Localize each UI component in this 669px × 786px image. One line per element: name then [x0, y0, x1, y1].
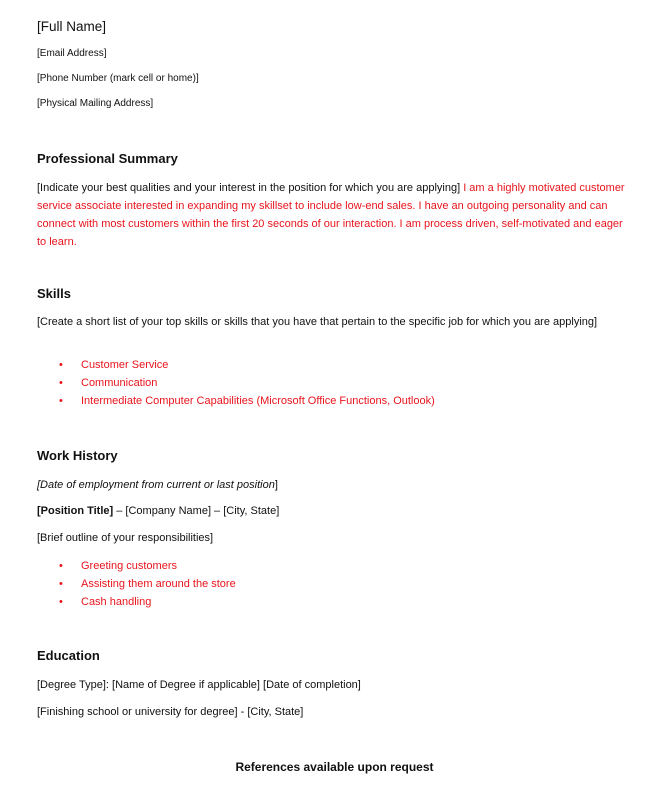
- list-item: [57, 575, 236, 593]
- professional-summary-paragraph: [37, 179, 633, 251]
- skills-list: [57, 356, 435, 410]
- mailing-address: [Physical Mailing Address]: [37, 98, 154, 109]
- bullet-icon: •: [59, 560, 63, 572]
- list-item: [57, 557, 236, 575]
- school-line: [Finishing school or university for degree] - [City, State]: [37, 706, 304, 718]
- education-heading: Education: [37, 648, 100, 663]
- skill-label: Customer Service: [81, 359, 169, 371]
- summary-text: I am a highly motivated customer service associate interested in expanding my skillset to include low-end sales. I have an outgoing personality and can connect with most customers within the first 20 seconds of our interaction. I am process driven, self-motivated and eager to learn.: [37, 182, 625, 248]
- list-item: [57, 374, 435, 392]
- phone-number: [Phone Number (mark cell or home)]: [37, 73, 199, 84]
- employment-date: [37, 477, 278, 493]
- bullet-icon: •: [59, 359, 63, 371]
- skills-instruction: [Create a short list of your top skills or skills that you have that pertain to the specific job for which you are applying]: [37, 316, 598, 328]
- company-location: – [Company Name] – [City, State]: [113, 505, 280, 517]
- work-history-heading: Work History: [37, 448, 118, 463]
- list-item: [57, 356, 435, 374]
- list-item: [57, 593, 236, 611]
- bullet-icon: •: [59, 578, 63, 590]
- responsibilities-list: [57, 557, 236, 611]
- bullet-icon: •: [59, 596, 63, 608]
- bullet-icon: •: [59, 395, 63, 407]
- position-title: [Position Title]: [37, 505, 114, 517]
- responsibility-label: Cash handling: [81, 596, 152, 608]
- email-address: [Email Address]: [37, 48, 107, 59]
- employment-date-text: [Date of employment from current or last position: [37, 479, 275, 491]
- bullet-icon: •: [59, 377, 63, 389]
- summary-instruction: [Indicate your best qualities and your interest in the position for which you are applying]: [37, 182, 461, 194]
- skills-heading: Skills: [37, 286, 71, 301]
- full-name: [Full Name]: [37, 19, 107, 34]
- skill-label: Intermediate Computer Capabilities (Microsoft Office Functions, Outlook): [81, 395, 435, 407]
- position-line: [37, 503, 279, 519]
- references-note: References available upon request: [235, 760, 434, 774]
- responsibility-label: Assisting them around the store: [81, 578, 236, 590]
- degree-line: [Degree Type]: [Name of Degree if applicable] [Date of completion]: [37, 679, 361, 691]
- employment-date-bracket: ]: [274, 479, 278, 491]
- list-item: [57, 392, 435, 410]
- professional-summary-heading: Professional Summary: [37, 151, 178, 166]
- responsibility-label: Greeting customers: [81, 560, 177, 572]
- responsibilities-outline: [Brief outline of your responsibilities]: [37, 532, 214, 544]
- skill-label: Communication: [81, 377, 158, 389]
